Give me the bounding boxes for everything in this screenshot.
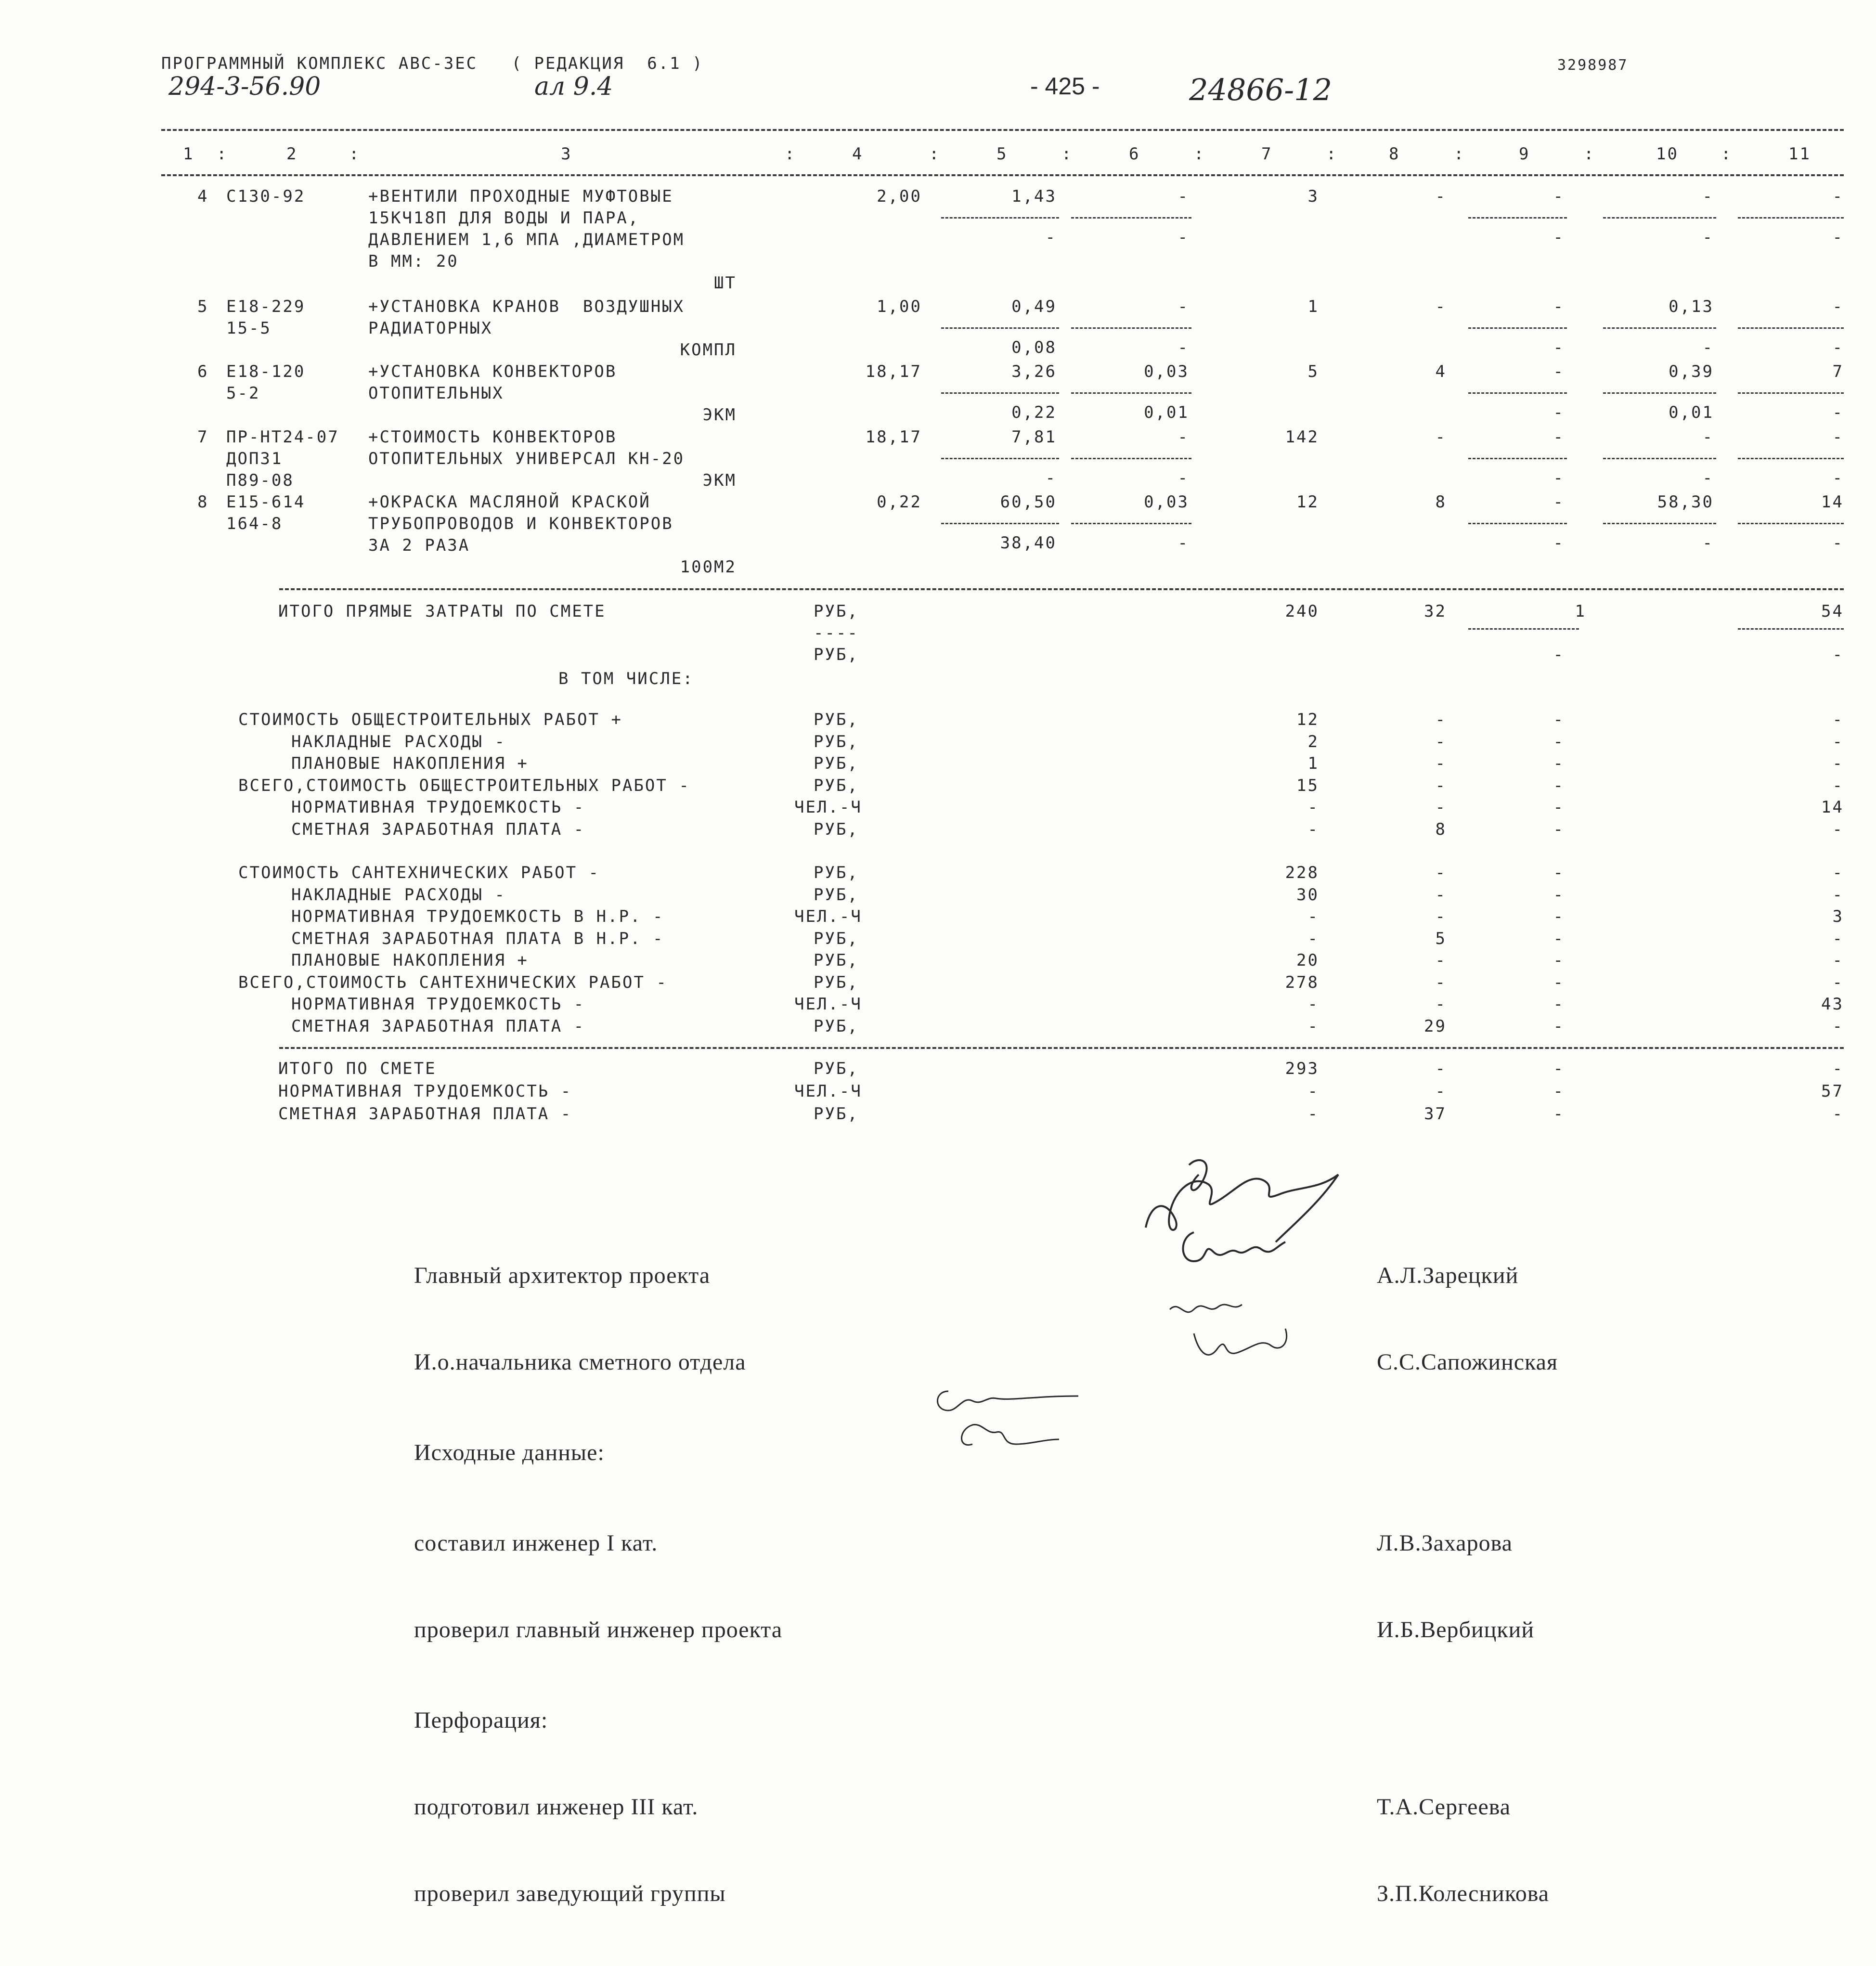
direct-total-c11: 54 — [1821, 602, 1844, 621]
item-c9-bottom: - — [1553, 403, 1565, 422]
order-number-handwritten: 24866-12 — [1189, 72, 1333, 107]
breakdown-c8: - — [1435, 907, 1447, 926]
item-c11-top: 7 — [1832, 362, 1844, 381]
breakdown-c9: - — [1553, 885, 1565, 905]
item-c10-top: - — [1702, 187, 1714, 206]
column-header-10: 10 — [1656, 144, 1679, 164]
item-unit: КОМПЛ — [680, 340, 737, 360]
item-code: Е15-614 — [226, 492, 306, 512]
item-c6-bottom: - — [1177, 228, 1189, 247]
breakdown-c7: 30 — [1296, 885, 1319, 905]
item-c11-bottom: - — [1832, 403, 1844, 422]
breakdown-unit: РУБ, — [814, 710, 859, 729]
item-subrule — [1468, 327, 1567, 329]
breakdown-unit: РУБ, — [814, 754, 859, 773]
item-subrule — [1468, 217, 1567, 219]
item-code: Е18-120 — [226, 362, 306, 381]
item-c11-top: 14 — [1821, 492, 1844, 512]
breakdown-c8: 8 — [1435, 819, 1447, 839]
including-heading: В ТОМ ЧИСЛЕ: — [558, 669, 694, 688]
breakdown-c9: - — [1553, 995, 1565, 1014]
item-subrule — [1603, 523, 1716, 524]
item-unit: ШТ — [714, 273, 737, 293]
item-subrule — [941, 217, 1059, 219]
direct-total-subrule — [1468, 628, 1579, 630]
breakdown-c7: 2 — [1307, 732, 1319, 751]
column-separator: : — [1326, 144, 1338, 164]
item-c9-bottom: - — [1553, 468, 1565, 488]
breakdown-unit: РУБ, — [814, 732, 859, 751]
breakdown-c11: - — [1832, 863, 1844, 882]
item-c6-top: 0,03 — [1144, 492, 1189, 512]
item-subrule — [1071, 523, 1191, 524]
breakdown-c8: - — [1435, 972, 1447, 992]
sig-title-checked-chief: проверил главный инженер проекта — [414, 1617, 783, 1643]
item-c10-top: 58,30 — [1657, 492, 1714, 512]
breakdown-label: НОРМАТИВНАЯ ТРУДОЕМКОСТЬ - — [291, 995, 585, 1014]
breakdown-unit: РУБ, — [814, 972, 859, 992]
sig-title-perforation: Перфорация: — [414, 1707, 548, 1733]
breakdown-label: ВСЕГО,СТОИМОСТЬ САНТЕХНИЧЕСКИХ РАБОТ - — [238, 972, 668, 992]
item-subrule — [1071, 217, 1191, 219]
item-c5-top: 60,50 — [1000, 492, 1057, 512]
item-name-line: ОТОПИТЕЛЬНЫХ УНИВЕРСАЛ КН-20 — [368, 449, 685, 468]
item-c9-bottom: - — [1553, 533, 1565, 553]
breakdown-unit: ЧЕЛ.-Ч — [794, 907, 862, 926]
item-c9-top: - — [1553, 427, 1565, 447]
item-subrule — [1738, 392, 1844, 394]
sig-title-prepared: подготовил инженер III кат. — [414, 1794, 699, 1820]
item-name-line: ДАВЛЕНИЕМ 1,6 МПА ,ДИАМЕТРОМ — [368, 230, 685, 249]
item-c10-top: 0,13 — [1669, 297, 1714, 316]
item-code: 5-2 — [226, 384, 260, 403]
item-c10-bottom: - — [1702, 468, 1714, 488]
item-subrule — [941, 327, 1059, 329]
item-name-line: ОТОПИТЕЛЬНЫХ — [368, 384, 504, 403]
item-c11-top: - — [1832, 427, 1844, 447]
breakdown-c9: - — [1553, 863, 1565, 882]
breakdown-label: ПЛАНОВЫЕ НАКОПЛЕНИЯ + — [291, 951, 529, 970]
column-header-6: 6 — [1129, 144, 1140, 164]
breakdown-c9: - — [1553, 907, 1565, 926]
item-number: 5 — [197, 297, 209, 316]
item-subrule — [1468, 458, 1567, 459]
breakdown-c8: - — [1435, 951, 1447, 970]
item-qty: 18,17 — [865, 362, 922, 381]
item-qty: 18,17 — [865, 427, 922, 447]
item-c10-bottom: - — [1702, 338, 1714, 357]
item-c7: 142 — [1285, 427, 1319, 447]
item-c7: 5 — [1307, 362, 1319, 381]
sig-title-checked-group: проверил заведующий группы — [414, 1881, 726, 1906]
grand-total-label: ИТОГО ПО СМЕТЕ — [278, 1059, 437, 1078]
item-c7: 12 — [1296, 492, 1319, 512]
breakdown-label: НАКЛАДНЫЕ РАСХОДЫ - — [291, 732, 506, 751]
column-separator: : — [929, 144, 941, 164]
item-name-line: РАДИАТОРНЫХ — [368, 319, 493, 338]
breakdown-c8: - — [1435, 776, 1447, 795]
column-header-1: 1 — [183, 144, 194, 164]
breakdown-label: НАКЛАДНЫЕ РАСХОДЫ - — [291, 885, 506, 905]
column-header-7: 7 — [1261, 144, 1273, 164]
item-c8: 8 — [1435, 492, 1447, 512]
item-code: ПР-НТ24-07 — [226, 427, 339, 447]
breakdown-c9: - — [1553, 732, 1565, 751]
grand-total-unit: ЧЕЛ.-Ч — [794, 1082, 862, 1101]
direct-total-c11-b: - — [1832, 645, 1844, 664]
sig-name-zakharova: Л.В.Захарова — [1377, 1530, 1513, 1556]
sig-title-acting-head: И.о.начальника сметного отдела — [414, 1349, 746, 1375]
grand-total-label: НОРМАТИВНАЯ ТРУДОЕМКОСТЬ - — [278, 1082, 572, 1101]
breakdown-label: СМЕТНАЯ ЗАРАБОТНАЯ ПЛАТА - — [291, 1016, 585, 1036]
item-name-line: +УСТАНОВКА КРАНОВ ВОЗДУШНЫХ — [368, 297, 685, 316]
breakdown-c11: - — [1832, 951, 1844, 970]
breakdown-label: СМЕТНАЯ ЗАРАБОТНАЯ ПЛАТА В Н.Р. - — [291, 929, 664, 948]
breakdown-c7: 15 — [1296, 776, 1319, 795]
breakdown-c11: - — [1832, 776, 1844, 795]
breakdown-c11: 43 — [1821, 995, 1844, 1014]
breakdown-c9: - — [1553, 776, 1565, 795]
column-separator: : — [1061, 144, 1073, 164]
breakdown-c7: - — [1307, 1016, 1319, 1036]
breakdown-c9: - — [1553, 929, 1565, 948]
breakdown-label: СМЕТНАЯ ЗАРАБОТНАЯ ПЛАТА - — [291, 819, 585, 839]
breakdown-c9: - — [1553, 710, 1565, 729]
item-c11-bottom: - — [1832, 338, 1844, 357]
grand-total-c8: - — [1435, 1082, 1447, 1101]
signature-scribble-2 — [1175, 1223, 1300, 1276]
grand-total-c9: - — [1553, 1082, 1565, 1101]
item-c6-bottom: - — [1177, 533, 1189, 553]
breakdown-c8: - — [1435, 710, 1447, 729]
column-separator: : — [1194, 144, 1205, 164]
breakdown-c11: - — [1832, 710, 1844, 729]
breakdown-c11: - — [1832, 885, 1844, 905]
item-c7: 3 — [1307, 187, 1319, 206]
item-c7: 1 — [1307, 297, 1319, 316]
direct-total-c9: 1 — [1575, 602, 1586, 621]
breakdown-label: НОРМАТИВНАЯ ТРУДОЕМКОСТЬ - — [291, 798, 585, 817]
item-c6-bottom: 0,01 — [1144, 403, 1189, 422]
item-code: С130-92 — [226, 187, 306, 206]
item-subrule — [1603, 217, 1716, 219]
item-c6-top: 0,03 — [1144, 362, 1189, 381]
sig-title-compiled: составил инженер I кат. — [414, 1530, 658, 1556]
item-c5-bottom: - — [1045, 468, 1057, 488]
breakdown-c9: - — [1553, 819, 1565, 839]
item-unit: 100М2 — [680, 557, 737, 577]
item-unit: ЭКМ — [702, 405, 737, 425]
grand-total-c11: 57 — [1821, 1082, 1844, 1101]
column-header-2: 2 — [286, 144, 298, 164]
breakdown-c11: - — [1832, 929, 1844, 948]
item-name-line: ТРУБОПРОВОДОВ И КОНВЕКТОРОВ — [368, 514, 673, 533]
breakdown-c7: - — [1307, 798, 1319, 817]
item-number: 7 — [197, 427, 209, 447]
item-c8: 4 — [1435, 362, 1447, 381]
item-c5-top: 3,26 — [1011, 362, 1057, 381]
column-separator: : — [1584, 144, 1595, 164]
breakdown-c7: - — [1307, 907, 1319, 926]
item-subrule — [1603, 327, 1716, 329]
breakdown-c8: - — [1435, 863, 1447, 882]
grand-total-c7: 293 — [1285, 1059, 1319, 1078]
item-subrule — [1738, 523, 1844, 524]
item-c10-bottom: - — [1702, 228, 1714, 247]
item-c9-top: - — [1553, 362, 1565, 381]
item-name-line: В ММ: 20 — [368, 252, 459, 271]
item-c5-bottom: 38,40 — [1000, 533, 1057, 553]
breakdown-c7: 20 — [1296, 951, 1319, 970]
item-c5-bottom: 0,22 — [1011, 403, 1057, 422]
breakdown-c11: - — [1832, 1016, 1844, 1036]
item-c9-top: - — [1553, 187, 1565, 206]
item-c11-top: - — [1832, 187, 1844, 206]
breakdown-label: ВСЕГО,СТОИМОСТЬ ОБЩЕСТРОИТЕЛЬНЫХ РАБОТ - — [238, 776, 690, 795]
sig-name-verbitsky: И.Б.Вербицкий — [1377, 1617, 1535, 1643]
column-header-8: 8 — [1389, 144, 1400, 164]
column-header-3: 3 — [561, 144, 572, 164]
item-code: 15-5 — [226, 319, 272, 338]
column-separator: : — [349, 144, 361, 164]
sig-name-sapozhinskaya: С.С.Сапожинская — [1377, 1349, 1558, 1375]
item-c9-top: - — [1553, 492, 1565, 512]
column-separator: : — [1721, 144, 1733, 164]
breakdown-c8: - — [1435, 754, 1447, 773]
item-subrule — [941, 392, 1059, 394]
grand-total-c8: - — [1435, 1059, 1447, 1078]
header-rule-top — [161, 129, 1844, 131]
item-name-line: ЗА 2 РАЗА — [368, 536, 470, 555]
sig-name-sergeeva: Т.А.Сергеева — [1377, 1794, 1511, 1820]
breakdown-label: ПЛАНОВЫЕ НАКОПЛЕНИЯ + — [291, 754, 529, 773]
breakdown-c7: 228 — [1285, 863, 1319, 882]
item-c6-bottom: - — [1177, 468, 1189, 488]
breakdown-c8: - — [1435, 798, 1447, 817]
direct-total-subrule — [1738, 628, 1844, 630]
item-subrule — [941, 523, 1059, 524]
grand-total-c9: - — [1553, 1104, 1565, 1124]
item-number: 6 — [197, 362, 209, 381]
grand-total-c7: - — [1307, 1082, 1319, 1101]
breakdown-c8: 5 — [1435, 929, 1447, 948]
column-header-11: 11 — [1788, 144, 1811, 164]
page-number: - 425 - — [1030, 73, 1100, 100]
breakdown-label: СТОИМОСТЬ ОБЩЕСТРОИТЕЛЬНЫХ РАБОТ + — [238, 710, 622, 729]
breakdown-c7: - — [1307, 929, 1319, 948]
item-subrule — [1071, 327, 1191, 329]
album-handwritten: ал 9.4 — [534, 72, 613, 101]
item-subrule — [1603, 392, 1716, 394]
column-header-9: 9 — [1519, 144, 1530, 164]
item-name-line: +УСТАНОВКА КОНВЕКТОРОВ — [368, 362, 617, 381]
column-separator: : — [217, 144, 228, 164]
column-header-4: 4 — [852, 144, 864, 164]
item-c11-top: - — [1832, 297, 1844, 316]
breakdown-c11: 3 — [1832, 907, 1844, 926]
item-qty: 0,22 — [877, 492, 922, 512]
grand-total-c9: - — [1553, 1059, 1565, 1078]
item-c9-top: - — [1553, 297, 1565, 316]
code-number: 3298987 — [1557, 57, 1629, 74]
item-unit: ЭКМ — [702, 471, 737, 490]
item-c8: - — [1435, 297, 1447, 316]
item-c10-top: 0,39 — [1669, 362, 1714, 381]
item-code: Е18-229 — [226, 297, 306, 316]
item-subrule — [1071, 458, 1191, 459]
direct-total-unit-2: РУБ, — [814, 645, 859, 664]
breakdown-unit: РУБ, — [814, 863, 859, 882]
item-c6-top: - — [1177, 187, 1189, 206]
item-c10-bottom: 0,01 — [1669, 403, 1714, 422]
sig-title-chief-architect: Главный архитектор проекта — [414, 1263, 711, 1288]
item-subrule — [1738, 458, 1844, 459]
item-code: П89-08 — [226, 471, 294, 490]
sig-name-kolesnikova: З.П.Колесникова — [1377, 1881, 1550, 1906]
item-subrule — [1738, 217, 1844, 219]
item-c10-top: - — [1702, 427, 1714, 447]
breakdown-c7: - — [1307, 995, 1319, 1014]
item-c6-top: - — [1177, 297, 1189, 316]
breakdown-unit: ЧЕЛ.-Ч — [794, 798, 862, 817]
breakdown-c8: - — [1435, 732, 1447, 751]
breakdown-c7: 278 — [1285, 972, 1319, 992]
item-name-line: +ОКРАСКА МАСЛЯНОЙ КРАСКОЙ — [368, 492, 651, 512]
signature-scribble-3 — [1165, 1290, 1319, 1372]
item-c5-bottom: - — [1045, 228, 1057, 247]
section-separator — [279, 588, 1844, 590]
breakdown-label: НОРМАТИВНАЯ ТРУДОЕМКОСТЬ В Н.Р. - — [291, 907, 664, 926]
direct-total-unit: РУБ, — [814, 602, 859, 621]
breakdown-c7: - — [1307, 819, 1319, 839]
doc-number-handwritten: 294-3-56.90 — [168, 72, 321, 101]
breakdown-unit: РУБ, — [814, 885, 859, 905]
item-c9-bottom: - — [1553, 228, 1565, 247]
item-number: 8 — [197, 492, 209, 512]
breakdown-c9: - — [1553, 754, 1565, 773]
item-c11-bottom: - — [1832, 533, 1844, 553]
breakdown-label: СТОИМОСТЬ САНТЕХНИЧЕСКИХ РАБОТ - — [238, 863, 600, 882]
item-c8: - — [1435, 187, 1447, 206]
signature-names — [1377, 1203, 1558, 1966]
item-c5-top: 7,81 — [1011, 427, 1057, 447]
breakdown-unit: РУБ, — [814, 819, 859, 839]
grand-total-unit: РУБ, — [814, 1104, 859, 1124]
grand-total-c8: 37 — [1424, 1104, 1447, 1124]
item-subrule — [941, 458, 1059, 459]
column-separator: : — [1454, 144, 1465, 164]
breakdown-c8: 29 — [1424, 1016, 1447, 1036]
grand-total-c11: - — [1832, 1104, 1844, 1124]
grand-total-unit: РУБ, — [814, 1059, 859, 1078]
item-subrule — [1468, 392, 1567, 394]
item-c9-bottom: - — [1553, 338, 1565, 357]
item-c5-top: 0,49 — [1011, 297, 1057, 316]
breakdown-unit: РУБ, — [814, 929, 859, 948]
breakdown-c9: - — [1553, 1016, 1565, 1036]
breakdown-c7: 1 — [1307, 754, 1319, 773]
breakdown-c8: - — [1435, 885, 1447, 905]
column-header-5: 5 — [996, 144, 1008, 164]
sig-title-source-data: Исходные данные: — [414, 1440, 605, 1465]
item-c5-bottom: 0,08 — [1011, 338, 1057, 357]
breakdown-unit: РУБ, — [814, 776, 859, 795]
item-c11-bottom: - — [1832, 228, 1844, 247]
item-name-line: +СТОИМОСТЬ КОНВЕКТОРОВ — [368, 427, 617, 447]
header-rule-bottom — [161, 174, 1844, 176]
item-c11-bottom: - — [1832, 468, 1844, 488]
item-c5-top: 1,43 — [1011, 187, 1057, 206]
item-code: ДОП31 — [226, 449, 283, 468]
item-code: 164-8 — [226, 514, 283, 533]
item-subrule — [1738, 327, 1844, 329]
item-c8: - — [1435, 427, 1447, 447]
program-header: ПРОГРАММНЫЙ КОМПЛЕКС АВС-3ЕС ( РЕДАКЦИЯ 6.1 ) — [161, 54, 704, 73]
item-subrule — [1468, 523, 1567, 524]
item-name-line: 15КЧ18П ДЛЯ ВОДЫ И ПАРА, — [368, 208, 640, 228]
direct-total-c9-b: - — [1553, 645, 1565, 664]
breakdown-unit: ЧЕЛ.-Ч — [794, 995, 862, 1014]
item-c6-bottom: - — [1177, 338, 1189, 357]
item-subrule — [1071, 392, 1191, 394]
column-separator: : — [785, 144, 796, 164]
grand-total-c7: - — [1307, 1104, 1319, 1124]
direct-total-c7: 240 — [1285, 602, 1319, 621]
grand-total-c11: - — [1832, 1059, 1844, 1078]
breakdown-c7: 12 — [1296, 710, 1319, 729]
item-name-line: +ВЕНТИЛИ ПРОХОДНЫЕ МУФТОВЫЕ — [368, 187, 673, 206]
breakdown-c11: 14 — [1821, 798, 1844, 817]
sig-name-zaretsky: А.Л.Зарецкий — [1377, 1263, 1519, 1288]
direct-total-c8: 32 — [1424, 602, 1447, 621]
item-c6-top: - — [1177, 427, 1189, 447]
signature-titles — [414, 1203, 782, 1966]
signature-scribble-4 — [929, 1377, 1093, 1459]
direct-total-unit-separator: ---- — [814, 623, 859, 643]
breakdown-unit: РУБ, — [814, 1016, 859, 1036]
breakdown-c11: - — [1832, 754, 1844, 773]
breakdown-c8: - — [1435, 995, 1447, 1014]
direct-total-label: ИТОГО ПРЯМЫЕ ЗАТРАТЫ ПО СМЕТЕ — [278, 602, 606, 621]
grand-total-label: СМЕТНАЯ ЗАРАБОТНАЯ ПЛАТА - — [278, 1104, 572, 1124]
breakdown-c11: - — [1832, 972, 1844, 992]
item-qty: 2,00 — [877, 187, 922, 206]
breakdown-c11: - — [1832, 819, 1844, 839]
item-c10-bottom: - — [1702, 533, 1714, 553]
breakdown-c9: - — [1553, 798, 1565, 817]
breakdown-c9: - — [1553, 972, 1565, 992]
breakdown-unit: РУБ, — [814, 951, 859, 970]
breakdown-c9: - — [1553, 951, 1565, 970]
grand-total-separator — [279, 1047, 1844, 1049]
breakdown-c11: - — [1832, 732, 1844, 751]
item-qty: 1,00 — [877, 297, 922, 316]
item-number: 4 — [197, 187, 209, 206]
item-subrule — [1603, 458, 1716, 459]
